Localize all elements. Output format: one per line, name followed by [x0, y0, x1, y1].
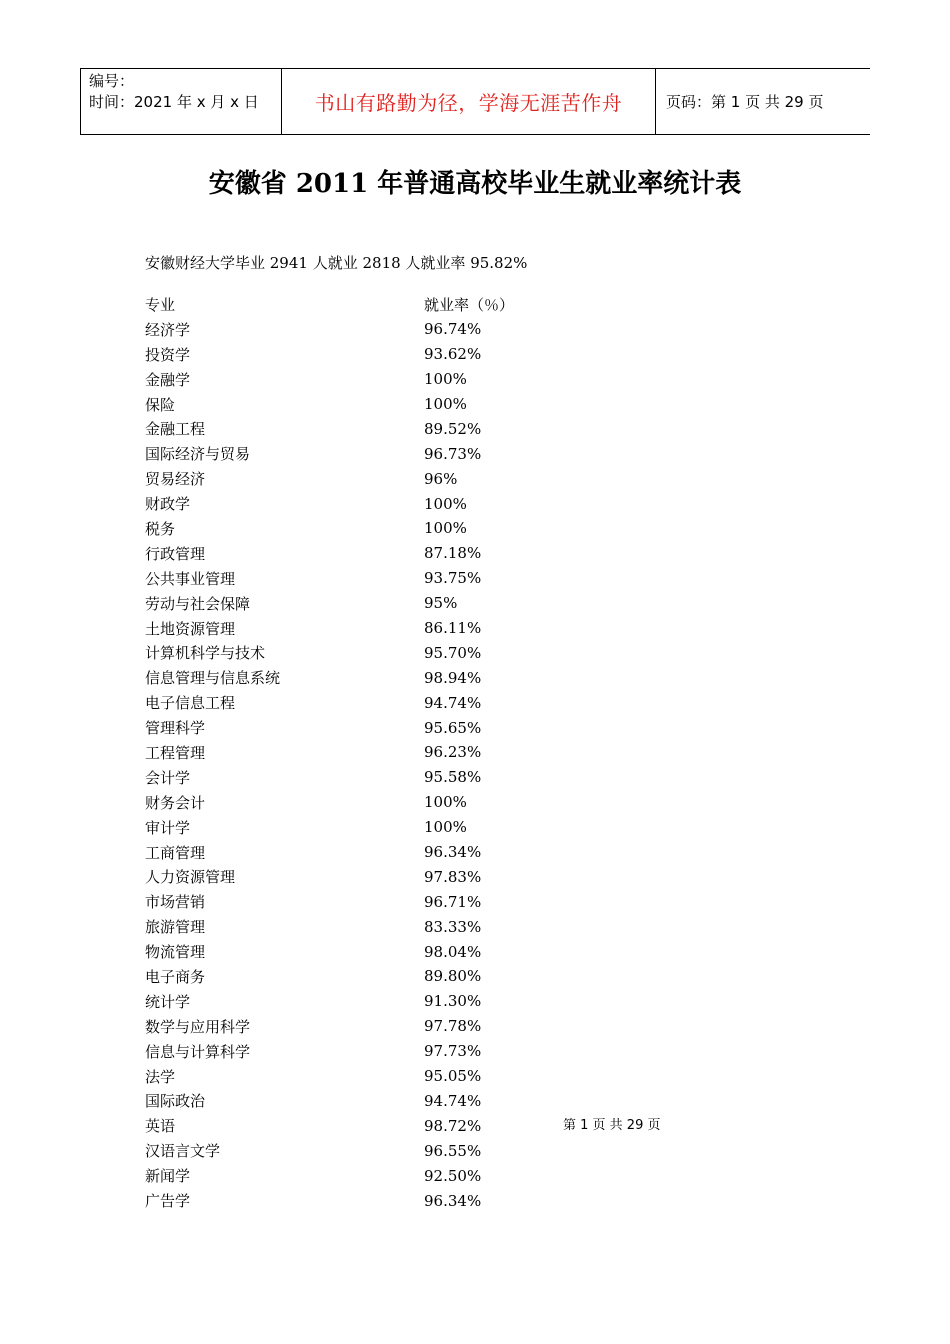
table-row	[145, 392, 514, 417]
major-name: 国际政治	[145, 1092, 206, 1111]
employment-rate: 97.78%	[424, 1017, 482, 1036]
university-summary: 安徽财经大学毕业 2941 人就业 2818 人就业率 95.82%	[145, 254, 528, 272]
employment-rate: 96.55%	[424, 1141, 482, 1160]
table-row	[145, 516, 514, 541]
major-name: 工商管理	[145, 843, 206, 862]
major-name: 国际经济与贸易	[145, 445, 251, 464]
major-name: 电子商务	[145, 967, 206, 986]
employment-rate: 93.62%	[424, 345, 482, 364]
header-meta-cell	[81, 69, 282, 134]
major-name: 行政管理	[145, 544, 206, 563]
table-row	[145, 591, 514, 616]
table-row	[145, 1064, 514, 1089]
employment-rate: 95.05%	[424, 1067, 482, 1086]
table-row	[145, 840, 514, 865]
table-row	[145, 640, 514, 665]
major-name: 土地资源管理	[145, 619, 236, 638]
employment-rate: 96%	[424, 469, 458, 488]
page-footer: 第 1 页 共 29 页	[563, 1118, 661, 1133]
employment-rate: 94.74%	[424, 1091, 482, 1110]
employment-rate-table	[145, 292, 514, 1213]
employment-rate: 95%	[424, 594, 458, 613]
table-row	[145, 441, 514, 466]
table-row	[145, 466, 514, 491]
major-name: 新闻学	[145, 1167, 191, 1186]
employment-rate: 89.80%	[424, 967, 482, 986]
employment-rate: 100%	[424, 519, 467, 538]
table-row	[145, 491, 514, 516]
column-header-rate: 就业率（％）	[424, 295, 515, 314]
employment-rate: 100%	[424, 818, 467, 837]
table-row	[145, 790, 514, 815]
header-table	[80, 68, 870, 135]
employment-rate: 100%	[424, 793, 467, 812]
major-name: 电子信息工程	[145, 694, 236, 713]
employment-rate: 100%	[424, 395, 467, 413]
table-row	[145, 964, 514, 989]
major-name: 信息管理与信息系统	[145, 669, 281, 688]
employment-rate: 97.73%	[424, 1042, 482, 1061]
table-row	[145, 765, 514, 790]
employment-rate: 96.71%	[424, 892, 482, 911]
employment-rate: 95.70%	[424, 643, 482, 662]
major-name: 金融工程	[145, 420, 206, 439]
time-label: 时间：2021 年 x 月 x 日	[89, 93, 259, 111]
employment-rate: 94.74%	[424, 693, 482, 712]
employment-rate: 93.75%	[424, 569, 482, 588]
table-row	[145, 1188, 514, 1213]
table-row	[145, 1039, 514, 1064]
major-name: 旅游管理	[145, 918, 206, 937]
major-name: 英语	[145, 1117, 176, 1136]
employment-rate: 98.72%	[424, 1116, 482, 1135]
major-name: 税务	[145, 519, 176, 538]
employment-rate: 96.23%	[424, 743, 482, 762]
employment-rate: 87.18%	[424, 544, 482, 563]
employment-rate: 100%	[424, 370, 467, 389]
major-name: 财政学	[145, 495, 191, 514]
employment-rate: 95.65%	[424, 718, 482, 737]
major-name: 财务会计	[145, 793, 206, 812]
major-name: 人力资源管理	[145, 868, 236, 887]
table-row	[145, 1014, 514, 1039]
major-name: 审计学	[145, 818, 191, 837]
major-name: 金融学	[145, 370, 191, 389]
major-name: 广告学	[145, 1192, 191, 1210]
table-row	[145, 1113, 514, 1138]
column-header-major: 专业	[145, 295, 176, 314]
table-row	[145, 317, 514, 342]
table-row	[145, 1163, 514, 1188]
table-row	[145, 367, 514, 392]
table-row	[145, 566, 514, 591]
table-row	[145, 815, 514, 840]
major-name: 投资学	[145, 345, 191, 364]
employment-rate: 96.34%	[424, 843, 482, 862]
table-row	[145, 541, 514, 566]
table-header-row	[145, 292, 514, 317]
table-row	[145, 889, 514, 914]
table-row	[145, 1089, 514, 1114]
table-row	[145, 715, 514, 740]
header-motto-cell	[282, 69, 656, 134]
employment-rate: 98.94%	[424, 668, 482, 687]
major-name: 会计学	[145, 768, 191, 787]
employment-rate: 98.04%	[424, 942, 482, 961]
table-row	[145, 939, 514, 964]
major-name: 劳动与社会保障	[145, 594, 251, 613]
major-name: 汉语言文学	[145, 1142, 221, 1161]
employment-rate: 91.30%	[424, 992, 482, 1011]
employment-rate: 83.33%	[424, 917, 482, 936]
employment-rate: 86.11%	[424, 619, 482, 638]
major-name: 市场营销	[145, 893, 206, 912]
table-row	[145, 342, 514, 367]
motto-text: 书山有路勤为径，学海无涯苦作舟	[314, 91, 623, 115]
employment-rate: 89.52%	[424, 419, 482, 438]
major-name: 统计学	[145, 992, 191, 1011]
major-name: 保险	[145, 395, 176, 414]
major-name: 物流管理	[145, 943, 206, 962]
table-row	[145, 740, 514, 765]
employment-rate: 100%	[424, 494, 467, 513]
employment-rate: 96.34%	[424, 1191, 482, 1210]
table-row	[145, 690, 514, 715]
document-title: 安徽省 2011 年普通高校毕业生就业率统计表	[208, 169, 742, 199]
page-info: 页码：第 1 页 共 29 页	[666, 93, 824, 111]
employment-rate: 96.73%	[424, 444, 482, 463]
table-row	[145, 616, 514, 641]
table-row	[145, 914, 514, 939]
table-body	[145, 317, 514, 1213]
table-row	[145, 864, 514, 889]
major-name: 管理科学	[145, 719, 206, 738]
major-name: 计算机科学与技术	[145, 644, 266, 663]
major-name: 法学	[145, 1067, 176, 1086]
table-row	[145, 665, 514, 690]
number-label: 编号：	[89, 72, 135, 90]
employment-rate: 95.58%	[424, 768, 482, 787]
major-name: 公共事业管理	[145, 569, 236, 588]
header-page-cell	[656, 69, 870, 134]
table-row	[145, 989, 514, 1014]
employment-rate: 97.83%	[424, 867, 482, 886]
major-name: 信息与计算科学	[145, 1042, 251, 1061]
major-name: 工程管理	[145, 743, 206, 762]
employment-rate: 92.50%	[424, 1166, 482, 1185]
employment-rate: 96.74%	[424, 320, 482, 339]
major-name: 贸易经济	[145, 470, 206, 489]
major-name: 经济学	[145, 320, 191, 339]
major-name: 数学与应用科学	[145, 1017, 251, 1036]
table-row	[145, 416, 514, 441]
table-row	[145, 1138, 514, 1163]
